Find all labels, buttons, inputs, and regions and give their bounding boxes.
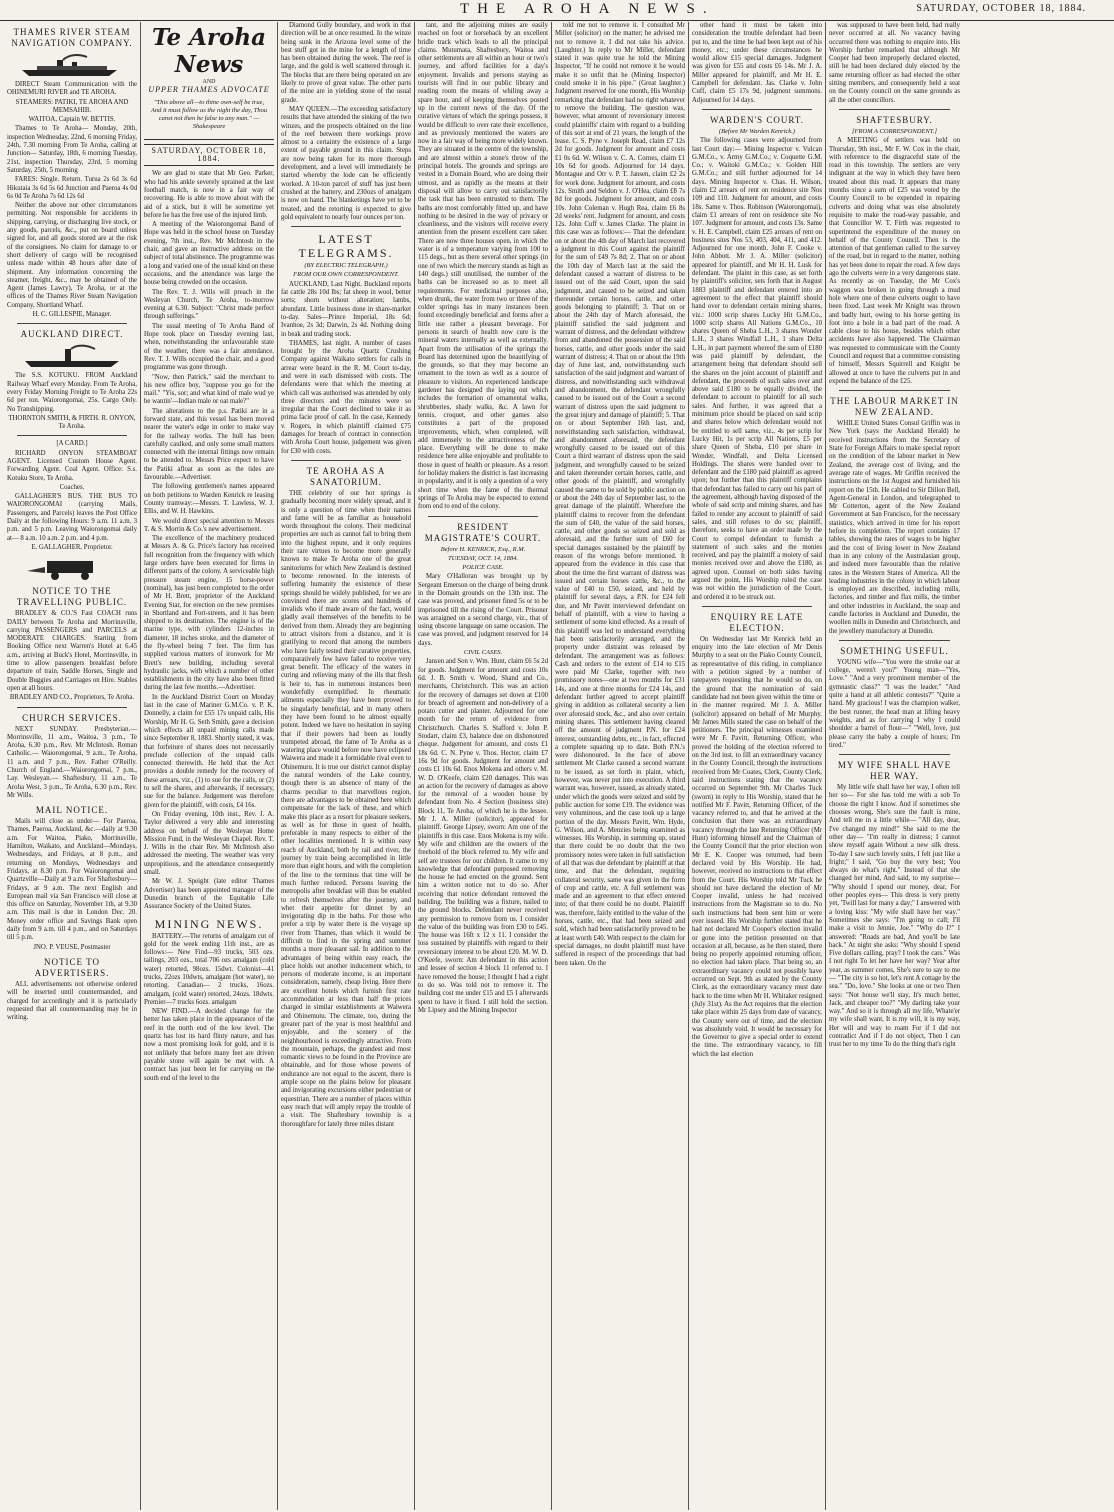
news-item: "Now, then Patrick," said the merchant to his new office boy, "suppose you go for the mail." "Yis, sor; and what kind of male wud ye be wantin'—Indian male or oat male?" bbox=[144, 373, 274, 406]
column-7 bbox=[826, 22, 963, 1510]
column-6 bbox=[689, 22, 826, 1510]
election-enquiry-text: On Wednesday last Mr Kenrick held an enquiry into the late election of Mr Denis Murphy to a seat on the Piako County Council, as representative of this riding, in compliance with a petition signed by a number of ratepayers requesting that he would so do, on the ground that the nomination of said candidate had not been given within the time or in the manner required. Mr J. A. Miller (solicitor) appeared on behalf of Mr Murphy. Mr James Mills stated the case on behalf of the petitioners. The principal witnesses examined were Mr F. Pavitt, Returning Officer, who proved the holding of the election referred to on the 3rd inst. to fill an extraordinary vacancy in the County Council, through the instructions received from Mr Coates, Clerk, County Clerk, said instructions stating that the vacancy occurred on September 9th. Mr Charles Tuck (sworn) in reply to His Worship, stated that he notified Mr F. Pavitt, Returning Officer, of the vacancy referred to, and that he arrived at the conclusion that there was an extraordinary vacancy through the late Returning Officer (Mr Hunt) informing himself and the Chairman of the County Council that the prior election won Mr E. K. Cooper was returned, had been declared void by His Worship. He had, however, received no instructions to that effect from the Court. His Worship told Mr Tuck he should not have declared the election of Mr Cooper invalid, unless he had received instructions from the Magistrate so to do. No such instructions had been sent him or were ever issued. His Worship further stated that he had not declared Mr Cooper's election invalid or gone into the petition presented on that occasion at all, because, as he then stated, there being no properly appointed returning officer, no election had taken place. That being so, an extraordinary vacancy could not possibly have occurred on Sept. 9th as stated by the County Clerk, as the extraordinary vacancy must date back to the time when Mr H. Whitaker resigned (July 31st). As the Act requires that the election take place within 25 days from date of vacancy, the County were out of time, and the election was absolutely void. It would be necessary for the Governor to give a special order to extend the time. The extraordinary vacancy, to fill which the last election bbox=[692, 635, 822, 1058]
travelling-public-heading: NOTICE TO THE TRAVELLING PUBLIC. bbox=[16, 586, 128, 608]
divider bbox=[291, 226, 401, 227]
police-case-text: Mary O'Halloran was brought up by Sergeant Emerson on the charge of being drunk in the Domain grounds on the 13th inst. The case was proved, and prisoner fined 5s or to be imprisoned till the rising of the Court. Prisoner was arraigned on a second charge, viz., that of using obscene language on same occasion. The case was proved, and judgment reserved for 14 days. bbox=[418, 573, 548, 647]
sanatorium-article: THE celebrity of our hot springs is gradually becoming more widely spread, and it is only a question of time when their names and fame will be as familiar as household words throughout the colony. Their medicinal properties are such as cannot fail to bring them into the highest repute, and it only requires their rare virtues to become more generally known to make Te Aroha one of the great sanitoriums for which New Zealand is destined to become renowned. In the interests of suffering humanity the existence of these springs should be widely published, for we are convinced there are scores and hundreds of invalids who if made aware of the fact, would gladly avail themselves of the benefits to be derived from them. Already they are beginning to attract visitors from a distance, and it is gratifying to record that among the numbers who have fairly tested their curative properties, comparatively few have failed to receive very great benefit. The efficacy of the waters in curing and relieving many of the ills that flesh is heir to, has in numerous instances been wonderfully exemplified. In rheumatic ailments especially they have been proved to be singularly beneficial, and in many others they have been found to be almost equally potent. Indeed we have no hesitation in saying that if their powers had been as loudly trumpeted abroad, the fame of Te Aroha as a watering place would before now have eclipsed Waiwera and made it a formidable rival even to Ohinemuru. It is true our district cannot display the natural wonders of the Lake country, though there is an absence of many of the charms peculiar to that marvellous region, there are advantages to be obtained here which compensate for the lack of these, and which make this place as a resort for pleasure seekers, as well as for those in quest of health, preferable in many respects to either of the other localities mentioned. It is within easy reach of Auckland, both by rail and river, the journey by train being accomplished in little more than eight hours, and with the completion of the line to the terminus that time will be much further reduced. Persons leaving the metropolis after breakfast will thus be enabled to refresh themselves after the journey, and whet their appetite for dinner by an invigorating dip in the baths. For those who prefer a trip by water there is the voyage up river from Thames, than which it would be difficult to find in the spring and summer months a more pleasant sail. In addition to the advantages of being within easy reach, the place holds out another inducement which, to persons of moderate income, is an important consideration, namely, cheap living. Here there are excellent hotels which furnish first rate accommodation at less than half the prices charged in similar establishments at Waiwera and Ohinemutu. The climate, too, during the greater part of the year is most healthful and enjoyable, and the scenery of the neighbourhood is exceedingly attractive. From the mountain, perhaps, the grandest and most romantic views to be found in the Province are obtainable, and for those whose powers of endurance are not equal to the ascent, there is ample scope on the plains below for pleasant and invigorating excursions either pedestrian or equestrian. There are a number of places within easy reach that will amply repay the trouble of a visit. The Shaftesbury township is a thoroughfare for lately three miles distant bbox=[281, 489, 411, 1128]
news-item: We are glad to state that Mr Geo. Parker, who had his ankle severely sprained at the last football match, is now in a fair way of recovering. He is able to move about with the aid of a stick, but it will be sometime yet before he has the free use of the injured limb. bbox=[144, 170, 274, 219]
mining-item: NEW FIND.—A decided change for the better has taken place in the appearance of the reef in the north end of the low level. The quartz has lost its hard flinty nature, and has now a most promising look for gold, and it is not unlikely that before many feet are driven payable stone will again be met with. A contract has just been let for carrying on the south end of the level to the bbox=[144, 1008, 274, 1082]
divider bbox=[839, 640, 950, 641]
auckland-direct-heading: AUCKLAND DIRECT. bbox=[20, 329, 124, 340]
divider bbox=[839, 109, 950, 110]
election-enquiry-heading: ENQUIRY RE LATE ELECTION. bbox=[710, 611, 804, 633]
advertisers-notice-text: ALL advertisements not otherwise ordered will be inserted until countermanded, and charged for accordingly and it is particularly requested that all countermanding may be in writing. bbox=[7, 980, 137, 1022]
divider bbox=[17, 435, 127, 436]
divider bbox=[17, 707, 127, 708]
mining-item: MAY QUEEN.—The exceeding satisfactory results that have attended the sinking of the two winzes, and the prospects obtained on the line of the reef between there workings prove almost to a certainty the existence of a large extent of payable ground in this claim. Steps are now being taken for its more thorough development, and a level will immediately be started whereby the lode can be efficiently worked. A 10-ton parcel of stuff has just been crushed at the battery, and 230ozs of amalgam is now on hand. The blanketings have yet to be treated, and the retorting is expected to give gold equivalent to nearly four ounces per ton. bbox=[281, 105, 411, 221]
telegram-item: THAMES, last night. A number of cases brought by the Aroha Quartz Crushing Company against Waikato settlers for calls in arrear were heard in the R. M. Court to-day, and were in each dismissed with costs. The defendants were that which the meeting at which call was authorised was attended by only three directors and the minutes were so irregular that the Court declined to take it as prima facie proof of call. In the case, Kennedy v. Rogers, in which plaintiff claimed £75 damages for breach of contract in connection with Aroha Court house, judgement was given for £30 with costs. bbox=[281, 339, 411, 455]
shaftesbury-text: A MEETING of settlers was held on Thursday, 9th inst., Mr F. W. Cox in the chair, with reference to the disgraceful state of the road in this township. The settlers are very indignant at the way in which they have been treated about this road. It appears that many months since a sum of £25 was voted by the County Council to be expended in repairing culverts and doing what was else absolutely requisite to make the road-way passable, and that Councillor W. T. Firth was requested to superintend the expenditure of the money on behalf of the County Council. Then is the attention of that gentleman called to the survey of the road, but in regard to the matter, nothing has yet been done to repair the road. A few days ago the culverts were in a very dangerous state. As recently as on Tuesday, the Mr Cox's waggon was broken in going through a mud hole where one of these culverts ought to have been fixed. Last week Mr Knight was thrown and badly hurt, owing to his horse getting its foot into a hole in a bad part of the road. A cable close to his house, besides which other accidents have also happened. The Chairman was requested to communicate with the County Council and request that a committee consisting of himself, Messrs Squirrell and Knight be allowed at once to have the culverts put in and expend the balance of the £25. bbox=[829, 137, 960, 385]
correspondent-label: FROM OUR OWN CORRESPONDENT. bbox=[293, 271, 399, 279]
news-item: The alterations to the p.s. Patiki are in a forward state, and this vessel has been moved nearer the water's edge in order to make way for the railway works. The hull has been carefully caulked, and only some small matters connected with the internal fittings now remain to be attended to. Messrs Price expect to have the Patiki afloat as soon as the tides are favourable.—Advertiser. bbox=[144, 407, 274, 482]
column-4 bbox=[415, 22, 552, 1510]
timetable: Thames to Te Aroha— Monday, 20th, inspection Wednesday, 22nd, 6 morning Friday, 24th, 7.30 morning From Te Aroha, calling at Junction— Saturday, 18th, 6 morning Tuesday, 21st, inspection Thursday, 23rd, 5 morning Saturday, 25th, 5 morning bbox=[7, 125, 137, 174]
coach-icon bbox=[17, 555, 127, 581]
wardens-court-heading: WARDEN'S COURT. bbox=[710, 114, 804, 125]
news-item: In the Auckland District Court on Monday last in the case of Mariner G.M.Co. v. P. K. Donnelly, a claim for £55 17s unpaid calls, His Worship, Mr H. G. Seth Smith, gave a decision which effects all unpaid mining calls made since September 8, 1883. Shortly stated, it was, that forfeiture of shares does not necessarily preclude collection of the unpaid calls connected therewith. He held that the Act provides a double remedy for the recovery of these arrears, viz., (1) to sue for the calls, or (2) to sell the shares, and afterwards, if necessary, sue for the balance. Judgement was therefore given for the plaintiff, with costs, £4 16s. bbox=[144, 693, 274, 809]
divider bbox=[839, 390, 950, 391]
something-useful-heading: SOMETHING USEFUL. bbox=[840, 645, 949, 656]
something-useful-text: YOUNG wife—"You were the stroke oar at college, weren't you?" Young man—"Yes, Love." "And a very prominent member of the gymnastic class?" "I was the leader." "And quite a hand at all athletic contests?" "Quite a hand. My gracious! I was the champion walker, the best runner, the head man at lifting heavy weights, and as for carrying I why I could shoulder a barrel of flour—" "Well, love, just please carry the baby a couple of hours; I'm tired." bbox=[829, 658, 960, 749]
column-5 bbox=[552, 22, 689, 1510]
correspondent-label: [FROM A CORRESPONDENT.] bbox=[851, 127, 938, 135]
divider bbox=[702, 109, 812, 110]
mail-notice-heading: MAIL NOTICE. bbox=[35, 805, 109, 816]
mining-item: Diamond Gully boundary, and work in that direction will be at once resumed. In the winze being sunk in the Arizona level some of the best stuff got in the mine for a length of time has been obtained during the week. The reef is large, and the gold is well scattered through it. The blocks that are there being operated on are likely to prove of great value. The other parts of the mine are in yielding stone of the usual grade. bbox=[281, 22, 411, 104]
election-enquiry-continued: was supposed to have been held, had really never occurred at all. No vacancy having occurred there was nothing to enquire into. His Worship further remarked that although Mr Cooper had been improperly declared elected, still he had been declared duly elected by the same returning officer as had elected the other sitting members, and consequently held a seat on the County council on the same grounds as all the other councillors. bbox=[829, 22, 960, 104]
divider bbox=[702, 606, 812, 607]
divider bbox=[428, 516, 538, 517]
news-item: We would direct special attention to Messrs T. & S. Morrin & Co.'s new advertisement. bbox=[144, 517, 274, 533]
news-item: A meeting of the Waiorongomai Band of Hope was held in the school house on Tuesday evening, 7th inst., Rev. Mr McIntosh in the chair, and gave an instructive address on the subject of total abstinence. The programme was a long and varied one of the usual kind on these occasions, and the attendance was large the house being crowded on the occasion. bbox=[144, 221, 274, 287]
waitoa-captain: WAITOA, Captain W. BETTIS. bbox=[28, 116, 116, 124]
card-label: [A CARD.] bbox=[56, 440, 88, 448]
steamer-icon bbox=[17, 52, 127, 78]
columns bbox=[4, 22, 1110, 1510]
kotuku-text: The S.S. KOTUKU. FROM Auckland Railway Wharf every Monday. From Te Aroha, every Friday Morning Freight to Te Aroha 22s 6d per ton. Waiorongomai, 25s. Cargo Only. No Transhipping. bbox=[7, 372, 137, 413]
nameplate: Te Aroha News bbox=[151, 24, 267, 78]
bradley-coach-text: BRADLEY & CO.'S Fast COACH runs DAILY between Te Aroha and Morrinsville, carrying PASSENGERS and PARCELS at MODERATE CHARGES. Starting from Booking Office next Warren's Hotel at 6.45 a.m., arriving at Buck's Hotel, Morrinsville, in time to allow passengers breakfast before departure of train. Saddle Horses, Single and Double Buggies and Carriages on Hire. Stables open at all hours. bbox=[7, 610, 137, 692]
issue-date: SATURDAY, OCTOBER 18, 1884. bbox=[144, 144, 274, 167]
civil-cases-conclusion: other hand it must be taken into consideration the trouble defendant had been put to, and the time he had been kept out of his money, etc.; under these circumstances he would allow £15 special damages. Judgment was given for £55 and costs £6 14s. Mr J. A. Miller appeared for plaintiff, and Mr H. E. Campbell for defendant. Jas. Clarke v. John Cuff, claim £5 17s 9d, judgment summons. Adjourned for 14 days. bbox=[692, 22, 822, 104]
gallagher-signature: E. GALLAGHER, Proprietor. bbox=[31, 543, 113, 551]
divider bbox=[17, 323, 127, 324]
nameplate-block bbox=[144, 24, 274, 140]
magistrates-court-heading: RESIDENT MAGISTRATE'S COURT. bbox=[424, 521, 542, 543]
civil-cases-continued: told me not to remove it. I consulted Mr Miller (solicitor) on the matter; he advised me not to remove it. I did not take his advice. (Laughter.) In reply to Mr Miller, defendant stated it was quite true he told the Mining Inspector, "If he could not remove it he would make it so unfit that he (Mining Inspector) could smoke it in his pipe." (Great laughter.) Judgment reserved for one month, His Worship remarking that defendant had no right whatever to remove the building. The question was, however, what amount of reversionary interest could plaintiffs' claim with regard to a building of this sort at end of 21 years, the length of the lease. C. S. Pyne v. Joseph Read, claim £7 12s 2d for goods. Judgment for amount and costs £1 0s 6d. W. Wilson v. C. A. Cornes, claim £1 10s 6d for goods. Adjourned for 14 days. Montague and Orr v. P. T. Jansen, claim £2 2s for work done. Judgment for amount, and costs 12s. Smith and Seldon v. J. O'Hea, claim £8 7s 8d for goods. Judgment for amount, and costs 10s. John Coleman v. Hugh Rea, claim £6 8s 2d weeks' rent. Judgment for amount, and costs 12s. John Cuff v. James Clarke. The plaint in this case was as follows:— That the defendant on or about the 4th day of March last recovered a judgment in this Court against the plaintiff for the sum of £49 7s 8d; 2. That on or about the 10th day of March last at the said the defendant caused a warrant of distress to be issued out of the said Court, upon the said judgment, and caused to be seized and taken thereunder certain horses, cattle, and other goods belonging to plaintiff; 3. That on or about the 24th day of March aforesaid, the plaintiff satisfied the said judgment and warrant of distress, and the defendant withdrew from and abandoned the possession of the said horses, cattle, and other goods under the said warrant of distress; 4. That on or about the 19th day of June last, and, notwithstanding such satisfaction of the said judgment and warrant of distress, and notwithstanding such withdrawal and abandonment, the defendant wrongfully caused to be issued out of the Court a second warrant of distress upon the said judgment to the great injury and damage of plaintiff; 5. That on or about September 16th last, and, notwithstanding such satisfaction, withdrawal, and abandonment aforesaid, the defendant wrongfully caused to be issued out of this Court a third warrant of distress upon the said judgment, and wrongfully caused to be seized and taken thereunder certain horses, cattle, and other goods of the plaintiff, and wrongfully caused the same to be sold by public auction on or about the 24th day of September last, to the great damage of the plaintiff. Wherefore the plaintiff claims to recover from the defendant the sum of £40, the value of the said horses, cattle, and other goods so seized and sold as aforesaid, and the further sum of £60 for special damages sustained by the plaintiff by reason of the wrongs before mentioned. It appeared from the evidence in this case that about the time the first warrant of distress was issued and certain horses cattle, &c., to the value of £40 to £50, seized, and held by plaintiff for several days, a P.N. for £24 fell due, and Mr Pavitt interviewed defendant on behalf of plaintiff, with a view to having a settlement of some kind effected. As a result of this plaintiff was led to understand everything had been satisfactorily arranged, and the property under distraint was released by defendant. The arrangement was as follows: Cash and orders to the extent of £14 to £15 were paid Mr Clarke, together with two promissory notes—one at two months for £31 14s, and one at three months for £24 14s, and defendant further agreed to accept plaintiff giving in addition as collateral security a lien over aforesaid stock, &c., and also over certain mining shares. This settlement having cleared off the amount of judgment P.N. for £24 interest, outstanding debts, etc., in fact, effected a complete squaring up to date. Both P.N.'s were dishonoured. In the face of above settlement Mr Clarke caused a second warrant to be issued, as set forth in plaint, which, however, was never put into execution. A third warrant was, however, issued, as already stated, under which the goods were seized and sold by public auction for some £19. The evidence was very voluminous, and the case took up a large portion of the day. Messrs Pavitt, Wm. Hyde, G. Wilson, and A. Menzies being examined as witnesses. His Worship, in summing up, stated that there could be no doubt that the two promissory notes were taken in full satisfaction of all that was due defendant by plaintiff at that time, and that the defendant, requiring collateral security, same was given in the form of crop and cattle, etc. A full settlement was made and an agreement to that effect entered into; of that there could be no doubt. Plaintiff was, therefore, fairly entitled to the value of the horses, cattle, etc., that had been seized and sold, which had been satisfactorily proved to be at least worth £40. With respect to the claim for special damages, no doubt plaintiff must have suffered in respect of the proceedings that had been taken. On the bbox=[555, 22, 685, 967]
steam-navigation-heading: THAMES RIVER STEAM NAVIGATION COMPANY. bbox=[11, 27, 133, 48]
news-item: The Rev. T. J. Wills will preach in the Wesleyan Church, Te Aroha, to-morrow evening at 6.30. Subject: "Christ made perfect through sufferings." bbox=[144, 288, 274, 321]
poem-heading: MY WIFE SHALL HAVE HER WAY. bbox=[837, 760, 952, 782]
nameplate-and: AND bbox=[202, 79, 216, 85]
divider bbox=[291, 460, 401, 461]
church-services-heading: CHURCH SERVICES. bbox=[22, 712, 122, 723]
civil-cases-text: Jansen and Son v. Wm. Hunt, claim £6 5s 2d for goods. Judgment for amount and costs 10s 6d. J. B. Smith v. Wood, Shand and Co., merchants, Christchurch. This was an action for the recovery of damages set down at £100 for breach of agreement and non-delivery of a potato cutter and planter. Adjourned for one month for the return of evidence from Christchurch. Charles S. Stafford v. John P. Stodart, claim £3, balance due on dishonoured cheque. Judgement for amount, and costs £1 18s 6d. C. N. Pyne v. Thos. Hector, claim £7 16s 9d for goods. Judgment for amount and costs £1 10s 6d. Enos Mokena and others v. M. W. D. O'Keefe, claim £20 damages. This was an action for the recovery of damages as above for the removal of a wooden house by defendant from No. 4 Section (business site) Block 11, Te Aroha, of which he is the lessee. Mr J. A. Miller (solicitor), appeared for plaintiff. George Lipsey, sworn: Am one of the plaintiffs in this case. Enos Mokena is my wife. My wife and children are the owners of the freehold of the block referred to. My wife and self are trustees for our children. It came to my knowledge that defendant purposed removing the house he had erected on the ground. Sent him a written notice not to do so. After receiving that notice defendant removed the building. The building was a fixture, nailed to the ground blocks. Defendant never received any permission to remove from us. I consider the value of the building was from £30 to £45. The house was 16ft x 12 x 11. I consider the loss sustained by plaintiffs with regard to their reversionary interest to be about £20. M. W. D. O'Keefe, sworn: Am defendant in this action and lessee of section 4 block 11 referred to. I have removed the house; I thought I had a right to do so. Was told not to remove it. The building cost me under £15 and £5 I afterwards spent to have it fixed. I still hold the section. Mr Lipsey and the Mining Inspector bbox=[418, 658, 548, 1014]
news-item: The usual meeting of Te Aroha Band of Hope took place on Tuesday evening last, when, notwithstanding the unfavourable state of the weather, there was a fair attendance. Rev. T. J. Wills occupied the chair, and a good programme was gone through. bbox=[144, 322, 274, 372]
news-item: Mr W. J. Speight (late editor Thames Advertiser) has been appointed manager of the Dunedin branch of the Equitable Life Assurance Society of the United States. bbox=[144, 878, 274, 911]
mail-notice-text: Mails will close as under— For Paeroa, Thames, Paeroa, Auckland, &c.—daily at 9.30 a.m. For Waitoa, Piako, Morrinsville, Hamilton, Waikato, and Auckland—Mondays, Wednesdays, and Fridays, at 8 p.m., and returning on Mondays, Wednesdays and Fridays, at 8.30 p.m. For Waiorongomai and Quartzville—Daily at 9 a.m. For Shaftesbury—Fridays, at 9 a.m. The next English and European mail via San Francisco will close at this office on Saturday, November 1th, at 9.30 a.m. This mail is due in London Dec. 20. Money order office and Savings Bank open daily from 9 a.m. till 4 p.m., and on Saturdays till 5 p.m. bbox=[7, 818, 137, 942]
mining-item: BATTERY.—The returns of amalgam cut of gold for the week ending 11th inst., are as follows:— New Find—93 trucks, 503 ozs. tailings, 203 ozs., total 706 ozs amalgam (cold water) retorted, 98ozs. 15dwt. Colonist—41 trucks, 22ozs 10dwts, amalgam (hot water), no retorting. Canadian— 2 trucks, 16ozs. amalgam, (cold water) retorted, 24ozs. 18dwts. Premier—7 trucks 6ozs. amalgam bbox=[144, 932, 274, 1006]
telegram-source: (BY ELECTRIC TELEGRAPH.) bbox=[304, 262, 388, 270]
shakespeare-quote: "This above all—to thine own-self be true, And it must follow as the night the day, Thou canst not then be false to any man." —Shakespeare bbox=[150, 98, 268, 131]
column-3 bbox=[278, 22, 415, 1510]
police-case-label: POLICE CASE. bbox=[462, 564, 504, 572]
wardens-court-text: The following cases were adjourned from last Court day:— Mining Inspector v. Vulcan G.M.Co., v. Army G.M.Co.; v. Coquette G.M. Co.; v. Waitoki G.M.Co.; v. Golden Hill G.M.Co.; and still further adjourned for 14 days. Mining Inspector v. Chas. H. Wilson, claim £2 arrears of rent on residence site Nos 109 and 110. Judgment for amount, and costs 18s. Same v. Thos. Robinson (Waiorongomai), claim £1 arrears of rent on residence site No 107. Judgment for amount, and costs 13s. Same v. H. E. Campbell, claim £25 arrears of rent on business sites Nos 53, 403, 404, 411, and 412. Adjourned for one month. John F. Cooke v. John Abbott. Mr J. A. Miller (solicitor) appeared for plaintiff, and Mr H. H. Lusk for defendant. The plaint in this case, as set forth by plaintiff's solicitor, sets forth that in August 1883 plaintiff and defendant entered into an agreement to the effect that plaintiff should hand over to defendant certain mining shares, viz.: 1000 scrip shares Lucky Hit G.M.Co., 1000 scrip shares All Nations G.M.Co., 10 shares Queen of Sheba L.H., 3 shares Wonder L.H., 3 shares Windfall L.H., 1 share Delta L.H., in part payment whereof the sum of £180 was paid plaintiff by defendant, the arrangement being that defendant should sell the shares on the joint account of plaintiff and defendant, the proceeds of such sales over and above said £180 to be equally divided, the defendant to account to plaintiff for all such sales. And further, it was agreed that a minimum price should be placed on said scrip and shares below which defendant would not be entitled to sell same, viz., 4s per scrip for Lucky Hit, 1s per scrip All Nations, £5 per share Queen of Sheba, £10 per share in Wonder, Windfall, and Delta Licensed Holdings. The shares were handed over to defendant and the £180 paid plaintiff as agreed upon; but further than this plaintiff complains that defendant has failed to carry out his part of the agreement, although having disposed of the whole of said scrip and mining shares, and has failed to render any account to plaintiff of said sales, and still refuses to do so; plaintiff, therefore, seeks to have an order made by the Court to compel defendant to furnish a statement of such sales and the monies received, and pay the plaintiff a moiety of said monies received over and above the £180, as agreed upon. Counsel on both sides having argued the point, His Worship ruled the case was not within the jurisdiction of the Court, and ordered it to be struck out. bbox=[692, 137, 822, 601]
masthead bbox=[0, 0, 1114, 21]
news-item: On Friday evening, 10th inst., Rev. J. A. Taylor delivered a very able and interesting address on behalf of the Wesleyan Home Mission Fund, in the Wesleyan Chapel. Rev. T. J. Wills in the chair Rev. Mr McIntosh also addressed the meeting. The weather was very unpropitious, and the attendance consequently small. bbox=[144, 810, 274, 877]
postmaster-signature: JNO. P. VEUSE, Postmaster bbox=[33, 943, 111, 951]
coaches-label: Coaches. bbox=[59, 483, 85, 491]
steamers-list: STEAMERS: PATIKI, TE AROHA AND MEMSAHIB. bbox=[15, 98, 129, 114]
news-item: The excellence of the machinery produced at Messrs A. & G. Price's factory has received full recognition from the frequency with which large orders have been executed for firms in different parts of the colony. A serviceable high pressure steam engine, 15 horse-power (nominal), has just been completed to the order of Mr H. Brett, proprietor of the Auckland Evening Star, for erection on the new premises in Shortland and Fort-streets, and it has been shipped to its destination. The engine is of the marine type, with cylinders 12-inches in diameter, 18 inches stroke, and the diameter of the fly-wheel being 7 feet. The firm has supplied various matters of ironwork for Mr Brett's new building, including several hydraulic jacks, with which a number of other establishments in the city have also been fitted during the last few months.—Advertiser. bbox=[144, 535, 274, 692]
church-services-text: NEXT SUNDAY. Presbyterian.— Morrinsville, 11 a.m., Waitoa, 3 p.m., Te Aroha, 6.30 p.m., Rev. Mr McIntosh. Roman Catholic.— Waiorongomai, 9 a.m., Te Aroha, 11 a.m. and 7 p.m., Rev. Father O'Reilly. Church of England.—Waiorongomai, 7 p.m., Lay. Wesleyan.— Shaftesbury, 11 a.m., Te Aroha West, 3 p.m., Te Aroha, 6.30 p.m., Rev. Mr Wills. bbox=[7, 725, 137, 799]
wardens-court-before: (Before Mr Warden Kenrick.) bbox=[718, 127, 796, 135]
shipping-conditions: Neither the above nor other circumstances permitting. Not responsible for accidents in shipping, carrying, or discharging live stock, or any goods, parcels, &c., put on board unless signed for, and all goods stored are at the risk of the consignees. No claim for damage to or short delivery of cargo will be recognised unless made within 48 hours after date of shipment. Any information concerning the steamer, freight, &c., may be obtained of the Agent (James Lawry), Te Aroha, or at the offices of the Thames River Steam Navigation Company, Shortland Wharf. bbox=[7, 202, 137, 309]
labour-market-text: WHILE United States Consul Griffin was in New York (says the Auckland Herald) he received instructions from the Secretary of State for Foreign Affairs to make special report on the condition of the labour market in New Zealand, the average cost of living, and the average rate of wages. Mr Griffin received the instructions on the 1st August and furnished his report on the 15th. He cabled to Sir Dillon Bell, Agent-General in London, and telegraphed to Mr Cotterton, agent of the New Zealand Government at San Francisco, for the necessary statistics, which arrived in time for his report before its completion. The report contains 17 tables, showing the rates of wages to be higher and the cost of living lower in New Zealand than in any colony of the Australasian group, and indeed more favourable than the relative rates in the Western States of America. All the leading industries in the colony in which labour is employed are described, including mills, factories, and timber and flax mills, the timber and other industries in Auckland, the soap and candle factories in Auckland and Dunedin, the woollen mills in Dunedin and Christchurch, and the jewellery manufactory at Dunedin. bbox=[829, 420, 960, 635]
fares-table: FARES: Single. Return. Turua 2s 6d 3s 6d Hikutaia 3s 6d 5s 6d Junction and Paeroa 4s 0d 6s 0d Te Aroha 7s 6d 12s 6d bbox=[7, 176, 137, 200]
divider bbox=[839, 754, 950, 755]
column-2 bbox=[141, 22, 278, 1510]
court-before: Before H. KENRICK, Esq., R.M. bbox=[440, 545, 526, 553]
shaftesbury-heading: SHAFTESBURY. bbox=[856, 114, 933, 125]
mining-news-heading: MINING NEWS. bbox=[154, 916, 264, 931]
civil-cases-label: CIVIL CASES. bbox=[463, 649, 503, 657]
onyon-agent-text: RICHARD ONYON STEAMBOAT AGENT. Licensed Custom House Agent. Forwarding Agent. Coal Agent. Office: S.s. Kotuku Store, Te Aroha. bbox=[7, 449, 137, 482]
masthead-date: SATURDAY, OCTOBER 18, 1884. bbox=[916, 3, 1086, 14]
labour-market-heading: THE LABOUR MARKET IN NEW ZEALAND. bbox=[830, 396, 959, 418]
column-1 bbox=[4, 22, 141, 1510]
agents-signature: THORNTON SMITH, & FIRTH. R. ONYON, Te Aroha. bbox=[8, 414, 136, 431]
manager-signature: H. C. GILLESPIE, Manager. bbox=[32, 311, 112, 319]
sanatorium-heading: TE AROHA AS A SANATORIUM. bbox=[306, 465, 386, 487]
nameplate-subtitle: UPPER THAMES ADVOCATE bbox=[148, 85, 270, 95]
masthead-title: THE AROHA NEWS. bbox=[460, 1, 715, 17]
sanatorium-article-continued: tant, and the adjoining mines are easily reached on foot or horseback by an excellent bridle track which leads to all the principal claims. Mutumata, Shaftesbury, Waitoa and other settlements are all within an hour or two's journey, and afford facilities for a day's enjoyment. Invalids and persons staying as tourists will find in our public library and reading room the means of whiling away a spare hour, and of keeping themselves posted up in the current news of the day. Of the curative virtues of which the springs possess, it would be difficult to over rate their excellence, and as previously mentioned the waters are now in a fair way of being more widely known. They are situated in the centre of the township, and are almost within a stone's throw of the principal hotels. The grounds and springs are vested in a Domain Board, who are doing their utmost, and as rapidly as the means at their disposal will allow to carry out satisfactorily the task that has been entrusted to them. The baths are most comfortably fitted up, and have nothing to be desired in the way of privacy or cleanliness, and the visitors will receive every attention from the present excellent care taker. There are now three houses open, in which the water is of a temperature varying from 100 to 115 degs., but as there several other springs (in one of two which the mercury stands as high as 140 degs.) still unutilised, the number of the baths can be increased so as to meet all requirements. For medicinal purposes also, when drunk, the water from two or three of the colder springs has in many instances been found exceedingly beneficial and forms after a little use rather a pleasant beverage. For persons in search of health now cure is the mineral waters internally as well as externally. Apart from the utilisation of the springs the Board has determined upon the beautifying of the grounds, so that they may become an ornament to the town as well as a source of pleasure to visitors. An experienced landscape gardener has designed the laying out which includes the formation of ornamental walks, shrubberies, shady walks, &c. A lawn for tennis, croquet, and other games also constitutes a part of the proposed improvements, which, when completed, will add immensely to the attractiveness of the place. Everything will be done to make residence here alike enjoyable and profitable to those in quest of health or pleasure. As a resort for holiday makers the district is fast increasing in popularity, and it is only a question of a very short time when the fame of the thermal springs of Te Aroha may be expected to extend from end to end of the colony. bbox=[418, 22, 548, 511]
latest-telegrams-heading: LATEST TELEGRAMS. bbox=[298, 232, 394, 261]
news-item: The following gentlemen's names appeared on both petitions to Warden Kenrick re leasing County tramway:—Messrs. T. Lawless, W. J. Ellis, and W. H. Hawkins. bbox=[144, 483, 274, 516]
bradley-signature: BRADLEY AND CO., Proprietors, Te Aroha. bbox=[9, 694, 135, 702]
court-date: TUESDAY, OCT. 14, 1884. bbox=[448, 554, 518, 562]
steamer-icon bbox=[17, 343, 127, 369]
advertisers-notice-heading: NOTICE TO ADVERTISERS. bbox=[34, 956, 110, 978]
poem-text: My little wife shall have her way, I often tell her so— For she has told me with a sob To choose the right I know. And if sometimes she chooses wrong, She's sure the fault is mine, And tell me in a little while— "All day, dear, I've changed my mind!" She said to me the other day— "I'm really in distress; I cannot show myself again Without a new silk dress. To-day I saw such lovely suits, I felt just like a fright;" I said, "Go buy the very best; You always do what's right." Instead of that she changed her mind, And said, to my surprise— "Why should I spend our money, dear, For other peoples eyes— This dress is very pretty yet, 'Twill last for many a day;" I answered with a loving kiss: "My wife shall have her way." Sometimes she says: "I'm going to call; I'll make a visit to Jennie, Joe." "Why do I?" I answered: "Roads are bad, And you'll be late back." At night she asks: "Why should I spend Five dollars calling, pray? I took the cars." Was I not right To let her have her way? Year after year, as summer comes, She's sure to say to me— "The city is so hot, let's rent A cottage by the sea." "Do, love." She looks at one or two Then says: "Not house we'll stay, It's much better, Jack, and cheaper too?" "My darling take your way." And so it is through all my life, Whate'er my wife shall want, It is my will, it is my way, Her will and way to roam For if I did not contradict And if I do not object, Then I can trust her to my time To do the thing that's right bbox=[829, 784, 960, 1049]
gallagher-bus-text: GALLAGHER'S BUS. THE BUS TO WAIORONGOMAI (carrying Mails, Passengers, and Parcels) leaves the Post Office Daily at the following Hours: 9 a.m. 11 a.m. 3 p.m. and 5 p.m. Leaving Waiorongomai daily at— 8 a.m. 10 a.m. 2 p.m. and 4 p.m. bbox=[7, 493, 137, 542]
telegram-item: AUCKLAND, Last Night. Buckland reports fat cattle 28s 10d lbs; fat sheep in wool, better sorts; shorn without alteration; lambs, abundant. Little business done in share-market to-day. Sales—Prince Imperial, 18s 6d; Ivanhoe, 2s 3d; Darwin, 2s 4d. Nothing doing in beak and trading stock. bbox=[281, 280, 411, 338]
steam-direct-text: DIRECT Steam Communication with the OHINEMURI RIVER and TE AROHA. bbox=[7, 81, 137, 97]
